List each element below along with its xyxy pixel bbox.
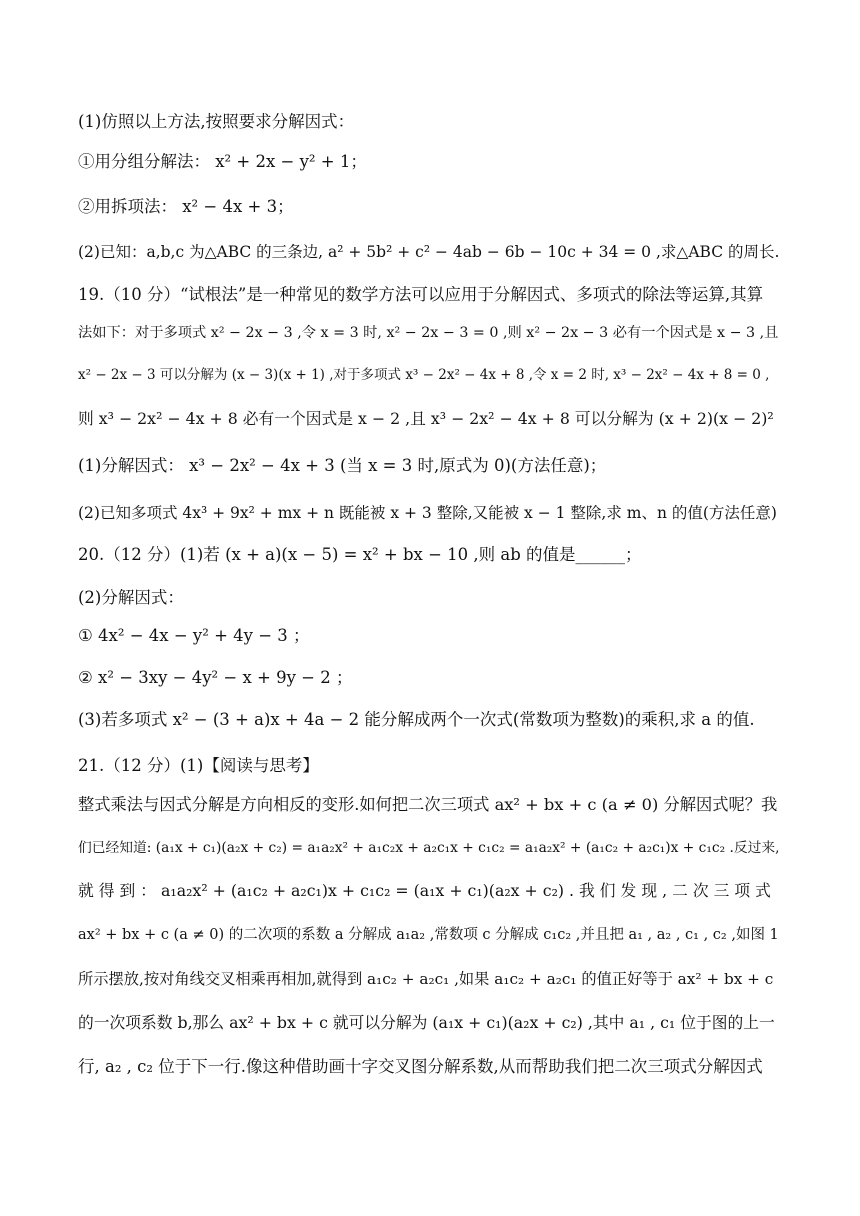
text-line: ①用分组分解法： x² + 2x − y² + 1； — [78, 152, 367, 171]
text-line: x² − 2x − 3 可以分解为 (x − 3)(x + 1) ,对于多项式 x³ − 2x² − 4x + 8 ,令 x = 2 时, x³ − 2x² − 4x + 8 = 0 , — [78, 367, 770, 383]
text-line: 就 得 到 ： a₁a₂x² + (a₁c₂ + a₂c₁)x + c₁c₂ = (a₁x + c₁)(a₂x + c₂) . 我 们 发 现 , 二 次 三 项 式 — [78, 881, 771, 900]
text-line: 19.（10 分）“试根法”是一种常见的数学方法可以应用于分解因式、多项式的除法等运算,其算 — [78, 285, 764, 304]
text-line: 的一次项系数 b,那么 ax² + bx + c 就可以分解为 (a₁x + c₁)(a₂x + c₂) ,其中 a₁ , c₁ 位于图的上一 — [78, 1013, 775, 1032]
text-line: (2)分解因式： — [78, 588, 184, 607]
text-line: ②用拆项法： x² − 4x + 3； — [78, 197, 294, 216]
text-line: ① 4x² − 4x − y² + 4y − 3 ； — [78, 626, 310, 645]
text-line: 们已经知道: (a₁x + c₁)(a₂x + c₂) = a₁a₂x² + a₁c₂x + a₂c₁x + c₁c₂ = a₁a₂x² + (a₁c₂ + a₂c₁)x + c₁c₂ .反过来, — [78, 840, 780, 856]
text-line: (1)分解因式： x³ − 2x² − 4x + 3 (当 x = 3 时,原式为 0)(方法任意)； — [78, 456, 607, 475]
text-line: 法如下：对于多项式 x² − 2x − 3 ,令 x = 3 时, x² − 2x − 3 = 0 ,则 x² − 2x − 3 必有一个因式是 x − 3 ,且 — [78, 325, 779, 341]
text-line: 21.（12 分）(1)【阅读与思考】 — [78, 756, 319, 775]
text-line: ax² + bx + c (a ≠ 0) 的二次项的系数 a 分解成 a₁a₂ ,常数项 c 分解成 c₁c₂ ,并且把 a₁ , a₂ , c₁ , c₂ ,如图 1 — [78, 927, 779, 943]
text-line: 则 x³ − 2x² − 4x + 8 必有一个因式是 x − 2 ,且 x³ − 2x² − 4x + 8 可以分解为 (x + 2)(x − 2)² — [78, 409, 774, 428]
text-line: 行, a₂ , c₂ 位于下一行.像这种借助画十字交叉图分解系数,从而帮助我们把二次三项式分解因式 — [78, 1057, 763, 1076]
text-line: (2)已知：a,b,c 为△ABC 的三条边, a² + 5b² + c² − 4ab − 6b − 10c + 34 = 0 ,求△ABC 的周长. — [78, 243, 780, 261]
text-line: ② x² − 3xy − 4y² − x + 9y − 2 ； — [78, 668, 353, 687]
text-line: 20.（12 分）(1)若 (x + a)(x − 5) = x² + bx − 10 ,则 ab 的值是______； — [78, 545, 642, 564]
text-line: (2)已知多项式 4x³ + 9x² + mx + n 既能被 x + 3 整除,又能被 x − 1 整除,求 m、n 的值(方法任意) — [78, 504, 777, 522]
text-line: 所示摆放,按对角线交叉相乘再相加,就得到 a₁c₂ + a₂c₁ ,如果 a₁c₂ + a₂c₁ 的值正好等于 ax² + bx + c — [78, 970, 774, 988]
text-line: (1)仿照以上方法,按照要求分解因式： — [78, 112, 355, 131]
text-line: 整式乘法与因式分解是方向相反的变形.如何把二次三项式 ax² + bx + c (a ≠ 0) 分解因式呢？我 — [78, 795, 778, 814]
text-line: (3)若多项式 x² − (3 + a)x + 4a − 2 能分解成两个一次式(常数项为整数)的乘积,求 a 的值. — [78, 710, 755, 729]
